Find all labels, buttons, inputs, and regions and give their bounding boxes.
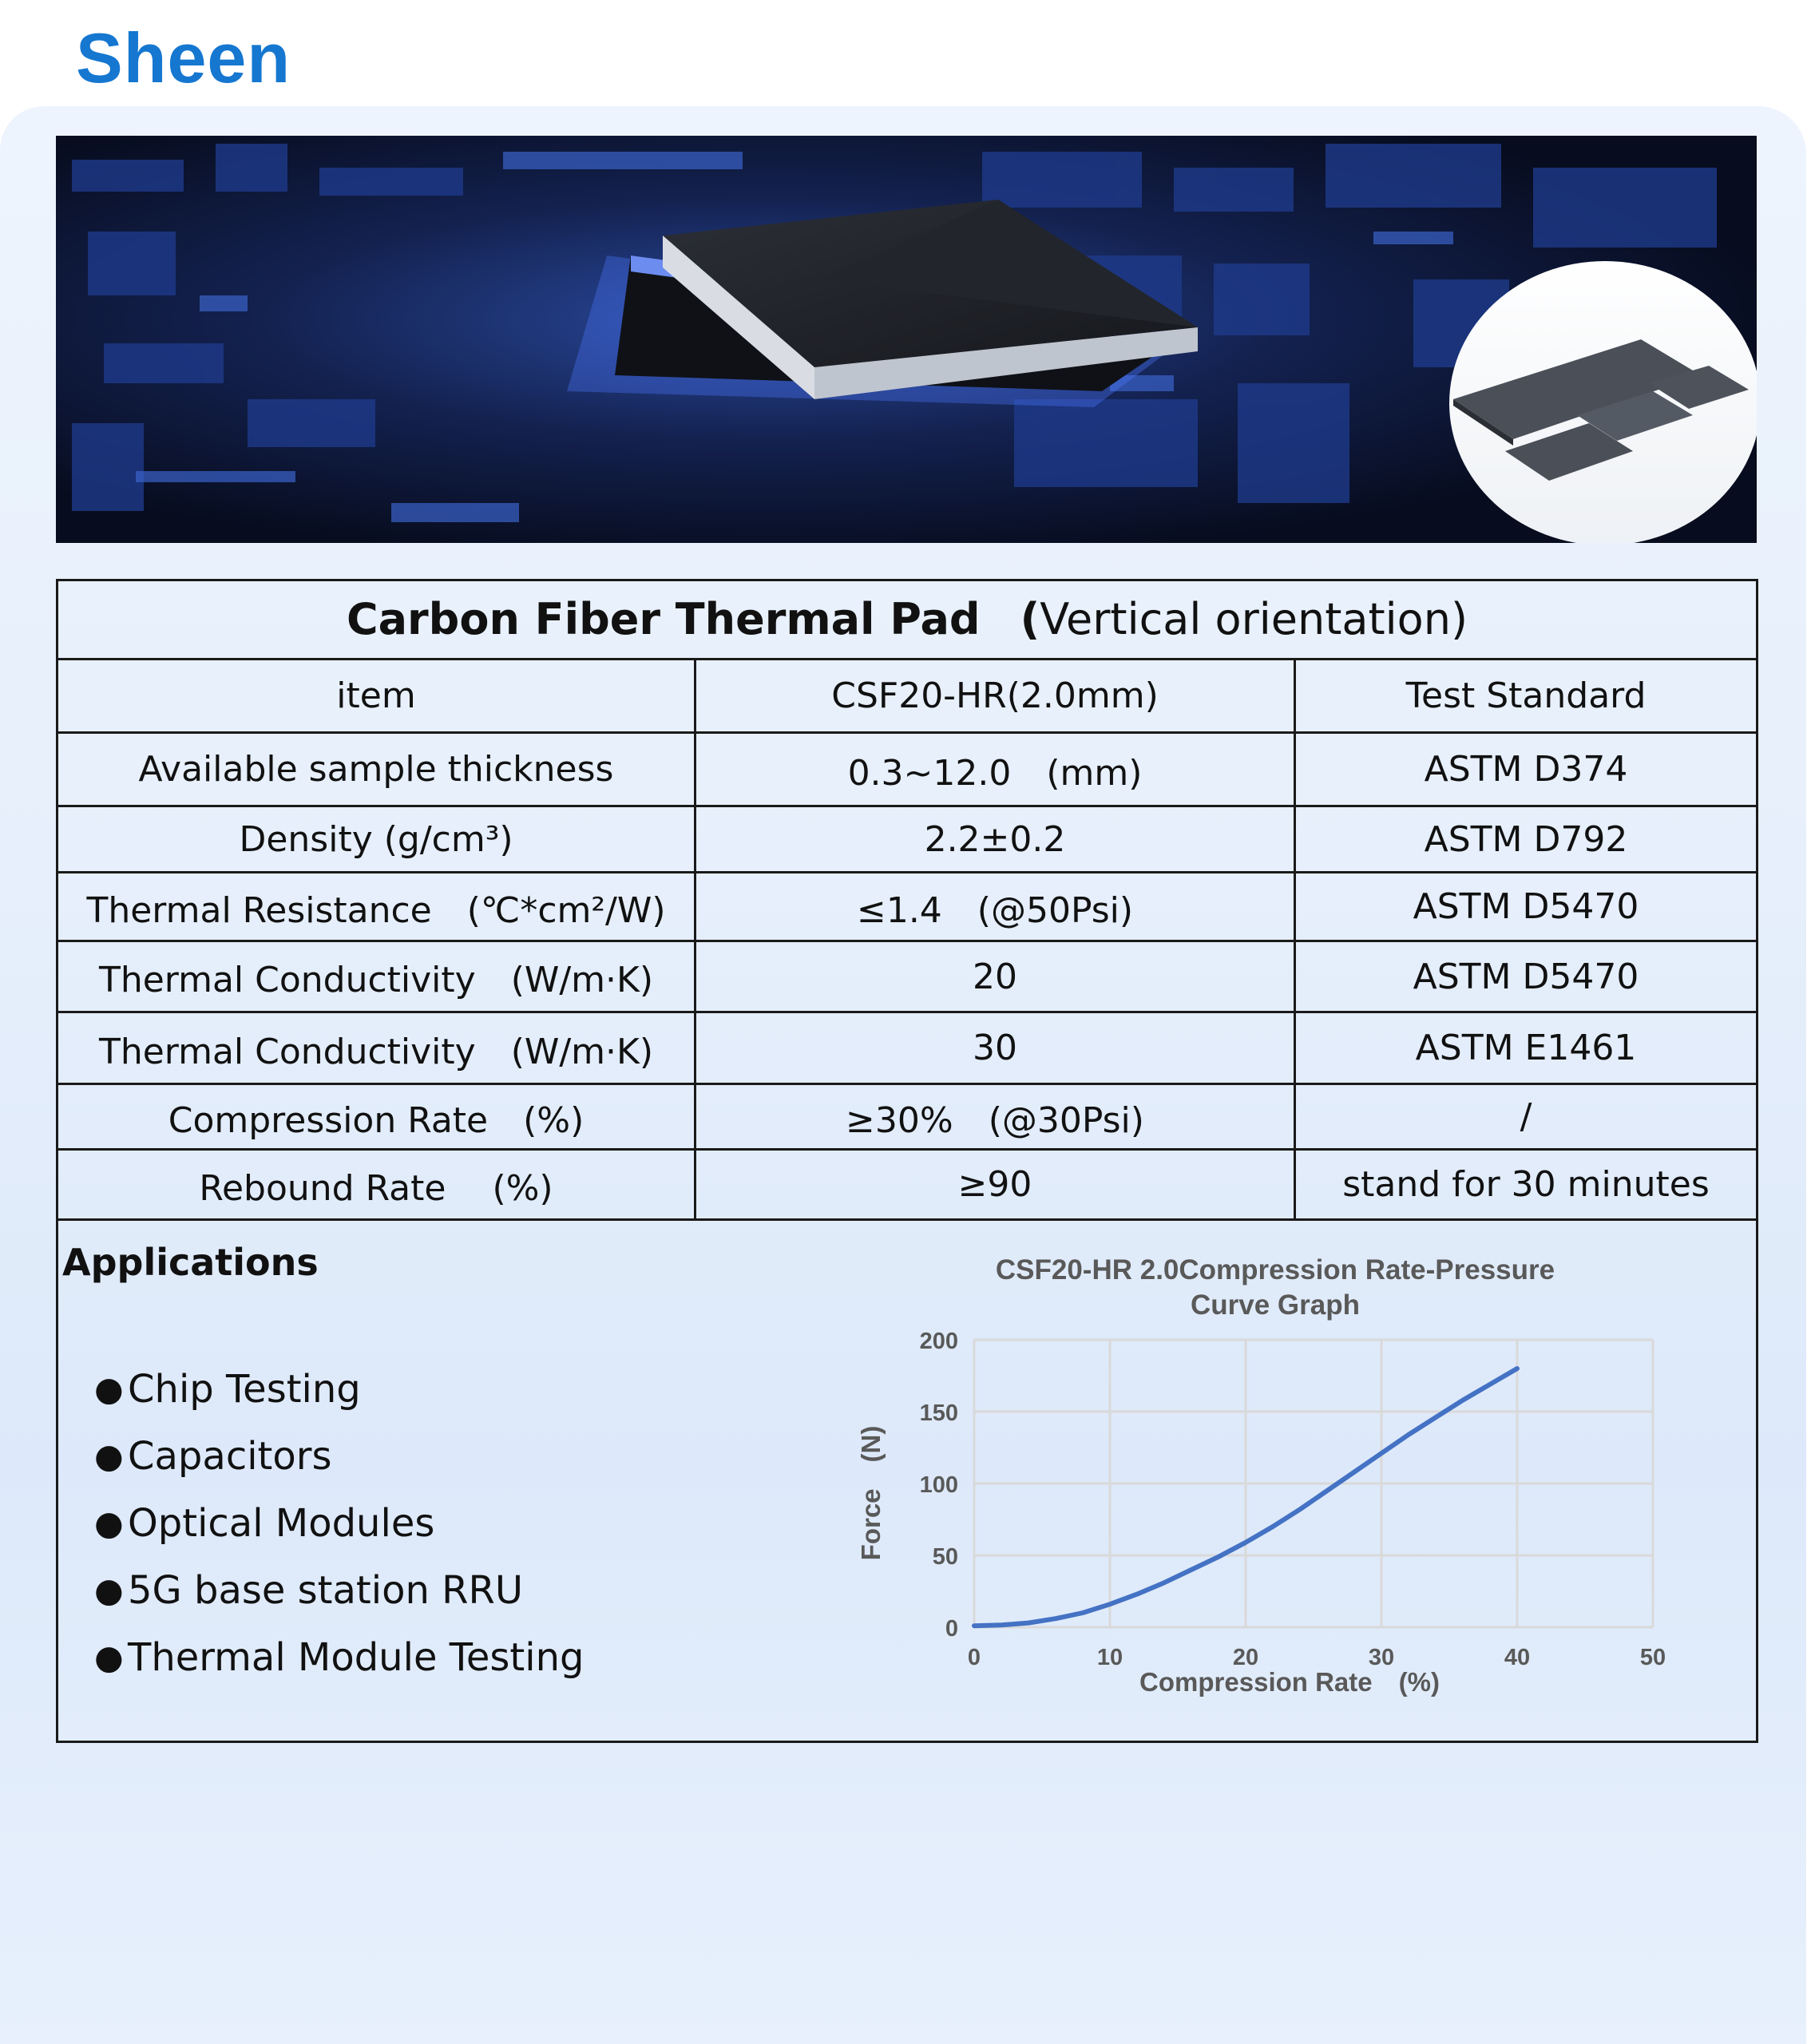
chart-title-line1: CSF20-HR 2.0Compression Rate-Pressure	[995, 1254, 1555, 1285]
row-standard: ASTM E1461	[1415, 1028, 1637, 1068]
table-header-row	[58, 660, 1756, 734]
row-value: 0.3~12.0 (mm)	[696, 734, 1296, 805]
x-tick-label: 0	[967, 1645, 981, 1670]
bullet-icon: ●	[94, 1638, 124, 1677]
row-standard: ASTM D5470	[1413, 886, 1639, 927]
row-item: Thermal Resistance (℃*cm²/W)	[58, 873, 696, 940]
x-tick-label: 40	[1504, 1645, 1531, 1670]
row-standard: ASTM D374	[1424, 749, 1628, 790]
y-tick-label: 0	[945, 1616, 958, 1642]
applications-list	[94, 1356, 584, 1691]
chart-xlabel: Compression Rate (%)	[1139, 1667, 1440, 1697]
y-tick-label: 150	[919, 1400, 958, 1426]
header-model: CSF20-HR(2.0mm)	[696, 660, 1296, 731]
spec-table-title	[58, 581, 1756, 660]
applications-heading: Applications	[62, 1241, 319, 1284]
row-item: Density (g/cm³)	[58, 807, 696, 871]
chart-ylabel: Force (N)	[856, 1425, 886, 1561]
table-row	[58, 807, 1756, 873]
x-tick-label: 20	[1232, 1645, 1259, 1670]
table-row	[58, 1085, 1756, 1151]
table-row	[58, 734, 1756, 807]
subtitle-paren: (	[1020, 594, 1040, 644]
row-value: ≥30% (@30Psi)	[696, 1085, 1296, 1148]
y-tick-label: 200	[919, 1329, 958, 1354]
table-row	[58, 873, 1756, 942]
row-standard: ASTM D792	[1424, 818, 1628, 860]
application-label: Chip Testing	[128, 1367, 361, 1412]
y-tick-label: 100	[919, 1472, 958, 1498]
chart-canvas	[846, 1246, 1685, 1725]
chart-ticks	[920, 1329, 1666, 1670]
row-standard: ASTM D5470	[1413, 956, 1639, 997]
list-item	[94, 1557, 584, 1624]
x-tick-label: 50	[1639, 1645, 1666, 1670]
table-row	[58, 1151, 1756, 1221]
list-item	[94, 1423, 584, 1490]
row-item: Available sample thickness	[58, 734, 696, 805]
row-value: 20	[696, 942, 1296, 1011]
row-item: Compression Rate (%)	[58, 1085, 696, 1148]
bullet-icon: ●	[94, 1436, 124, 1476]
bullet-icon: ●	[94, 1503, 124, 1543]
application-label: Capacitors	[128, 1434, 332, 1479]
x-tick-label: 30	[1368, 1645, 1395, 1670]
row-item: Rebound Rate (%)	[58, 1151, 696, 1218]
chart-grid	[974, 1340, 1653, 1627]
y-tick-label: 50	[932, 1544, 958, 1570]
row-value: ≤1.4 (@50Psi)	[696, 873, 1296, 940]
header-standard: Test Standard	[1405, 675, 1647, 716]
hero-image	[56, 136, 1757, 543]
row-standard: stand for 30 minutes	[1342, 1164, 1710, 1205]
orientation-subtitle: Vertical orientation)	[1040, 594, 1468, 644]
chart-title-line2: Curve Graph	[1191, 1289, 1360, 1321]
table-row	[58, 942, 1756, 1013]
spec-table	[56, 579, 1758, 1221]
compression-pressure-chart	[846, 1246, 1685, 1725]
row-item: Thermal Conductivity (W/m·K)	[58, 1013, 696, 1083]
table-row	[58, 1013, 1756, 1085]
row-standard: /	[1520, 1096, 1532, 1137]
row-item: Thermal Conductivity (W/m·K)	[58, 942, 696, 1011]
bullet-icon: ●	[94, 1369, 124, 1408]
row-value: ≥90	[696, 1151, 1296, 1218]
x-tick-label: 10	[1096, 1645, 1123, 1670]
list-item	[94, 1490, 584, 1557]
application-label: 5G base station RRU	[128, 1568, 523, 1613]
row-value: 30	[696, 1013, 1296, 1083]
product-name: Carbon Fiber Thermal Pad	[346, 594, 981, 644]
application-label: Thermal Module Testing	[128, 1635, 585, 1680]
list-item	[94, 1624, 584, 1691]
row-value: 2.2±0.2	[696, 807, 1296, 871]
list-item	[94, 1356, 584, 1423]
brand-logo: Sheen	[76, 18, 291, 97]
application-label: Optical Modules	[128, 1501, 435, 1546]
bullet-icon: ●	[94, 1571, 124, 1610]
header-item: item	[58, 660, 696, 731]
